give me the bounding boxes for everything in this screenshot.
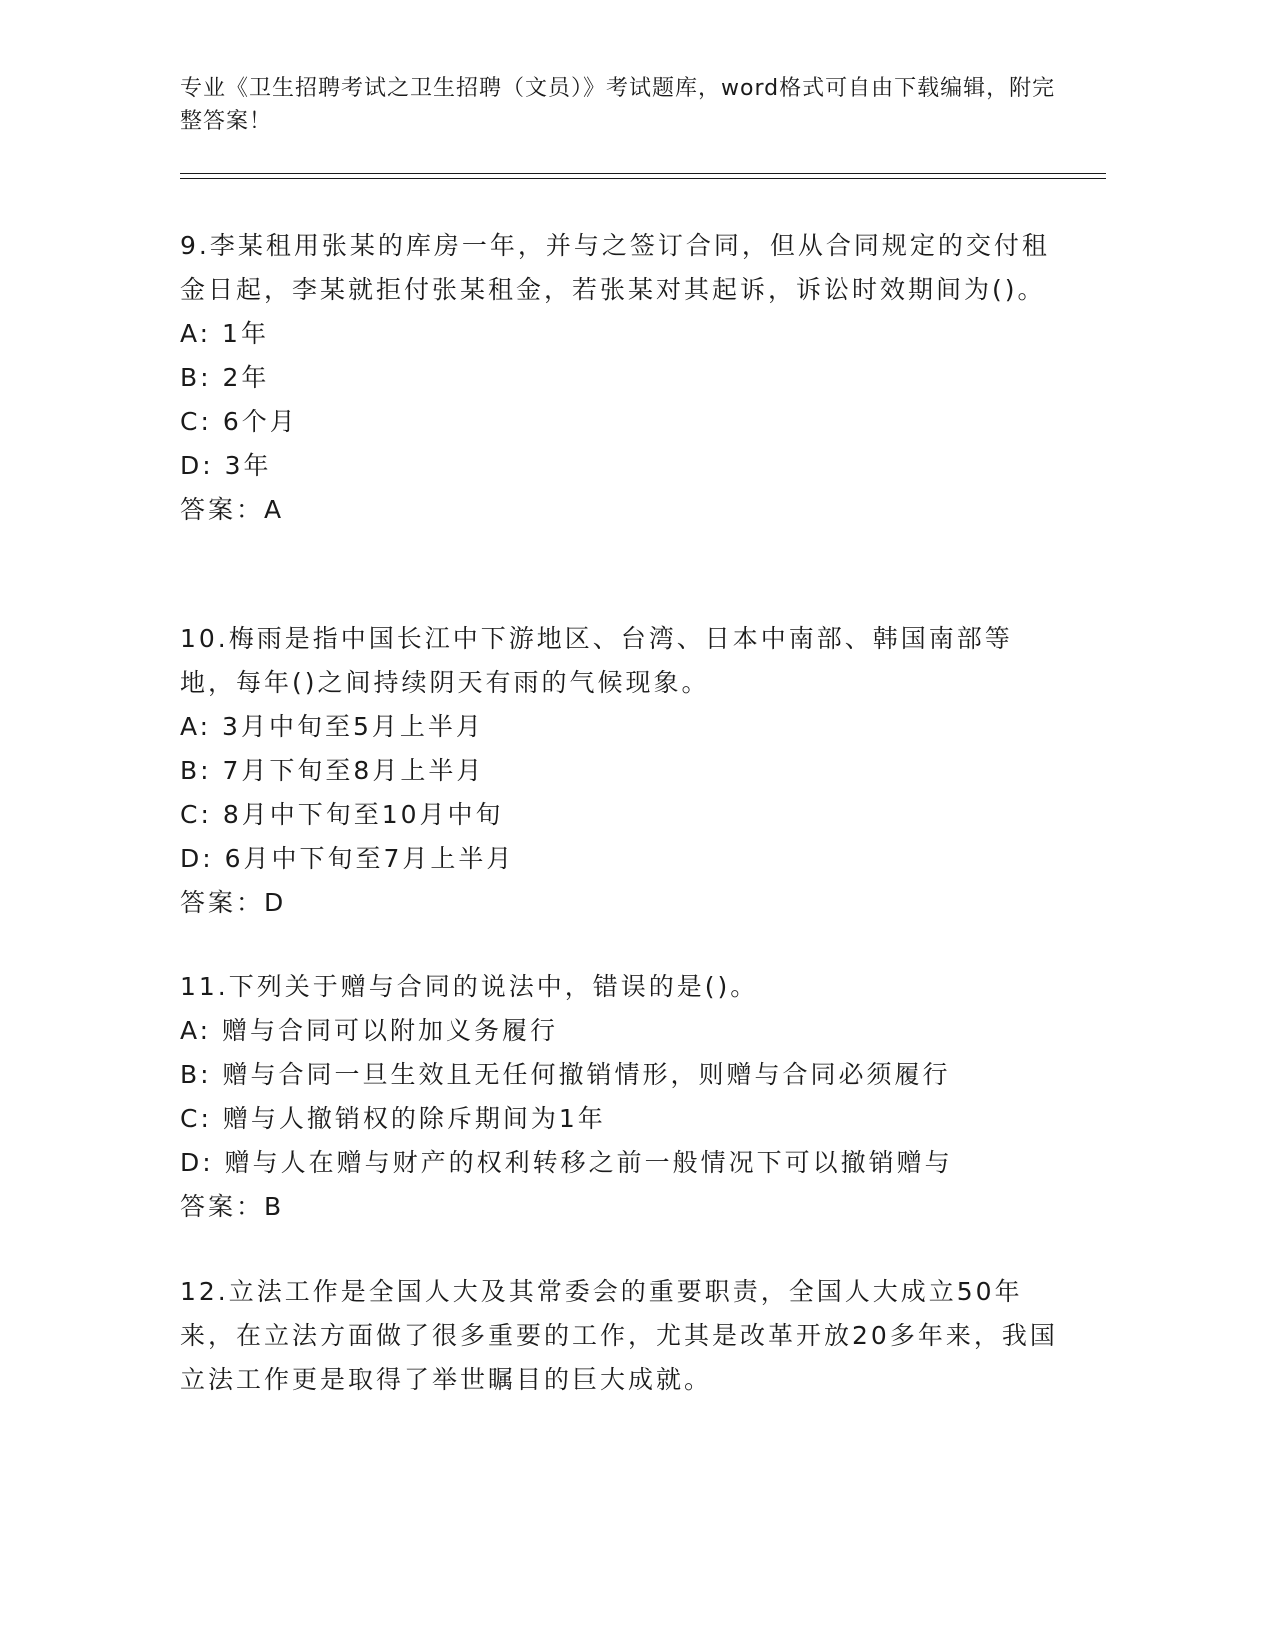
- option-b: B: 7月下旬至8月上半月: [180, 756, 485, 785]
- question-10: [180, 617, 1060, 925]
- document-header: 专业《卫生招聘考试之卫生招聘（文员）》考试题库，word格式可自由下载编辑，附完整答案！: [180, 76, 1056, 134]
- option-c: C: 6个月: [180, 407, 298, 436]
- option-list: [180, 312, 1060, 488]
- option-b: B: 赠与合同一旦生效且无任何撤销情形，则赠与合同必须履行: [180, 1060, 951, 1089]
- option-list: [180, 705, 1060, 881]
- question-stem: 9.李某租用张某的库房一年，并与之签订合同，但从合同规定的交付租金日起，李某就拒付张某租金，若张某对其起诉，诉讼时效期间为()。: [180, 231, 1050, 304]
- header-divider-top: [180, 173, 1106, 174]
- option-c: C: 赠与人撤销权的除斥期间为1年: [180, 1104, 606, 1133]
- answer: 答案：A: [180, 495, 285, 524]
- answer: 答案：B: [180, 1192, 285, 1221]
- question-stem: 11.下列关于赠与合同的说法中，错误的是()。: [180, 972, 759, 1001]
- option-d: D: 6月中下旬至7月上半月: [180, 844, 515, 873]
- option-d: D: 赠与人在赠与财产的权利转移之前一般情况下可以撤销赠与: [180, 1148, 953, 1177]
- option-a: A: 赠与合同可以附加义务履行: [180, 1016, 559, 1045]
- question-11: [180, 965, 1060, 1229]
- option-a: A: 1年: [180, 319, 269, 348]
- option-d: D: 3年: [180, 451, 272, 480]
- option-a: A: 3月中旬至5月上半月: [180, 712, 484, 741]
- question-9: [180, 224, 1060, 532]
- question-12: [180, 1270, 1060, 1402]
- option-list: [180, 1009, 1060, 1185]
- question-stem: 12.立法工作是全国人大及其常委会的重要职责，全国人大成立50年来，在立法方面做了很多重要的工作，尤其是改革开放20多年来，我国立法工作更是取得了举世瞩目的巨大成就。: [180, 1277, 1058, 1394]
- option-c: C: 8月中下旬至10月中旬: [180, 800, 504, 829]
- option-b: B: 2年: [180, 363, 270, 392]
- answer: 答案：D: [180, 888, 287, 917]
- header-divider-bottom: [180, 178, 1106, 179]
- question-stem: 10.梅雨是指中国长江中下游地区、台湾、日本中南部、韩国南部等地，每年()之间持续阴天有雨的气候现象。: [180, 624, 1013, 697]
